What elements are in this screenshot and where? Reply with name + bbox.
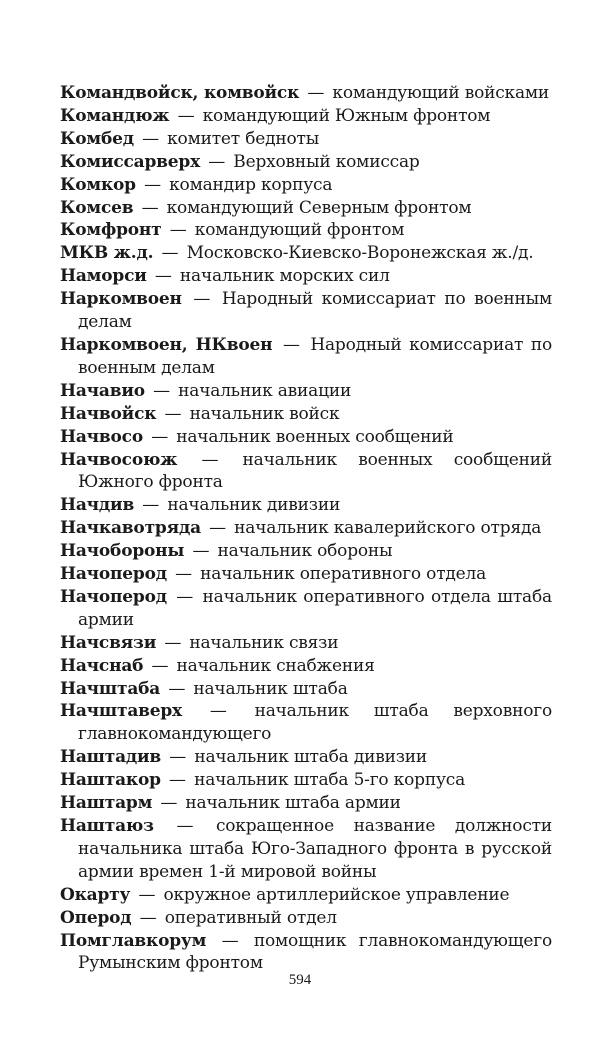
entry-term: Комкор (60, 174, 136, 195)
entry-definition: начальник штаба армии (185, 793, 401, 814)
entry-definition: командующий Южным фронтом (202, 105, 491, 126)
entry-definition: начальник снабжения (176, 655, 375, 676)
entry-term: Начоперод (60, 564, 167, 585)
entry-definition: окружное артиллерийское управление (163, 884, 510, 905)
entry-definition: начальник авиации (178, 380, 352, 401)
glossary-entry (60, 815, 552, 884)
entry-dash: — (139, 907, 157, 928)
entry-definition: Народный комиссариат по военным делам (78, 334, 552, 378)
entry-term: Начснаб (60, 655, 144, 676)
glossary-entry (60, 174, 552, 197)
glossary-entry (60, 242, 552, 265)
entry-term: Командюж (60, 105, 170, 126)
entry-definition: начальник военных сообщений (176, 426, 454, 447)
entry-definition: начальник обороны (217, 541, 393, 562)
glossary-entry (60, 105, 552, 128)
entry-dash: — (169, 770, 186, 791)
glossary-entry (60, 197, 552, 220)
entry-definition: командующий Северным фронтом (166, 197, 472, 218)
entry-definition: начальник оперативного отдела штаба армии (78, 586, 552, 630)
entry-dash: — (153, 380, 170, 401)
entry-dash: — (209, 701, 227, 722)
entry-definition: Верховный комиссар (233, 151, 420, 172)
entry-dash: — (193, 289, 211, 310)
entry-dash: — (160, 793, 178, 814)
entry-definition: командир корпуса (169, 174, 333, 195)
entry-term: Начкавотряда (60, 518, 201, 539)
entry-term: Начоперод (60, 586, 167, 607)
entry-definition: начальник морских сил (179, 266, 390, 287)
glossary-entry (60, 700, 552, 746)
glossary-entry (60, 82, 552, 105)
glossary-entry (60, 586, 552, 632)
entry-term: Наштакор (60, 770, 161, 791)
entry-dash: — (154, 266, 172, 287)
entry-term: Наркомвоен (60, 289, 182, 310)
glossary-entry (60, 930, 552, 976)
entry-definition: командующий фронтом (194, 220, 405, 241)
glossary-entry (60, 334, 552, 380)
entry-definition: начальник штаба (193, 678, 348, 699)
entry-term: Начвосо (60, 426, 143, 447)
entry-dash: — (169, 220, 187, 241)
entry-dash: — (142, 128, 159, 149)
entry-dash: — (175, 564, 192, 585)
entry-definition: начальник дивизии (167, 495, 341, 516)
entry-term: Наштарм (60, 793, 153, 814)
entry-term: Начдив (60, 495, 135, 516)
entry-definition: начальник оперативного отдела (200, 564, 487, 585)
glossary-entry (60, 540, 552, 563)
glossary-entry (60, 632, 552, 655)
glossary-entry (60, 151, 552, 174)
entry-term: Начвойск (60, 403, 157, 424)
glossary-entry (60, 769, 552, 792)
glossary-entry (60, 746, 552, 769)
entry-definition: командующий войсками (332, 83, 550, 103)
entry-dash: — (138, 884, 156, 905)
entry-definition: Народный комиссариат по военным делам (78, 289, 552, 333)
entry-term: Окарту (60, 884, 131, 905)
entry-dash: — (168, 678, 186, 699)
entry-term: Начштаба (60, 678, 161, 699)
entry-definition: начальник штаба дивизии (194, 747, 428, 768)
entry-term: Наштаюз (60, 816, 154, 836)
entry-dash: — (176, 586, 194, 607)
entry-definition: помощник главнокомандующего Румынским фронтом (78, 930, 552, 974)
entry-term: Начавио (60, 380, 145, 401)
entry-definition: оперативный отдел (164, 907, 337, 928)
entry-term: Начштаверх (60, 701, 182, 722)
glossary-entry (60, 128, 552, 151)
entry-dash: — (221, 930, 239, 951)
entry-term: Комбед (60, 128, 134, 149)
glossary-entry (60, 403, 552, 426)
glossary-entry (60, 426, 552, 449)
entry-dash: — (307, 83, 325, 103)
entry-dash: — (151, 426, 168, 447)
entry-definition: начальник связи (189, 632, 339, 653)
glossary-entry (60, 678, 552, 701)
entry-term: Начобороны (60, 541, 185, 562)
entry-dash: — (209, 518, 226, 539)
entry-term: Комиссарверх (60, 151, 201, 172)
entry-definition: начальник войск (189, 403, 340, 424)
entry-term: Наркомвоен, НКвоен (60, 334, 273, 355)
entry-term: Оперод (60, 907, 132, 928)
entry-dash: — (208, 151, 226, 172)
entry-dash: — (201, 449, 219, 470)
entry-dash: — (161, 243, 179, 264)
entry-term: Наштадив (60, 747, 162, 768)
glossary-entry (60, 884, 552, 907)
entry-term: Начвосоюж (60, 449, 178, 470)
entry-dash: — (142, 495, 160, 516)
entry-dash: — (141, 197, 159, 218)
entry-dash: — (192, 541, 210, 562)
entry-dash: — (151, 655, 169, 676)
entry-dash: — (164, 632, 182, 653)
entry-definition: начальник военных сообщений Южного фронта (78, 449, 552, 493)
glossary-entry (60, 792, 552, 815)
glossary-entry (60, 380, 552, 403)
entry-term: Комфронт (60, 220, 162, 241)
glossary-page (60, 82, 552, 975)
entry-dash: — (164, 403, 182, 424)
entry-definition: начальник кавалерийского отряда (234, 518, 542, 539)
glossary-entry (60, 655, 552, 678)
entry-term: МКВ ж.д. (60, 243, 154, 264)
glossary-entry (60, 265, 552, 288)
entry-definition: сокращенное название должности начальника штаба Юго-Западного фронта в русской армии времен 1-й мировой войны (78, 816, 552, 882)
entry-dash: — (144, 174, 161, 195)
entry-term: Командвойск, комвойск (60, 83, 300, 103)
glossary-entry (60, 449, 552, 495)
entry-definition: начальник штаба 5-го корпуса (194, 770, 466, 791)
entry-definition: Московско-Киевско-Воронежская ж./д. (186, 243, 534, 264)
entry-definition: комитет бедноты (167, 128, 320, 149)
glossary-entry (60, 563, 552, 586)
entry-term: Помглавкорум (60, 930, 207, 951)
entry-dash: — (176, 816, 194, 836)
entry-dash: — (177, 105, 195, 126)
glossary-entry (60, 517, 552, 540)
glossary-entry (60, 219, 552, 242)
entry-term: Наморси (60, 266, 147, 287)
entry-definition: начальник штаба верховного главнокомандующего (78, 701, 552, 745)
glossary-entry (60, 494, 552, 517)
glossary-entry (60, 907, 552, 930)
entry-dash: — (282, 334, 300, 355)
entry-term: Начсвязи (60, 632, 157, 653)
entry-dash: — (169, 747, 187, 768)
page-number: 594 (288, 972, 312, 988)
entry-term: Комсев (60, 197, 134, 218)
glossary-entry (60, 288, 552, 334)
